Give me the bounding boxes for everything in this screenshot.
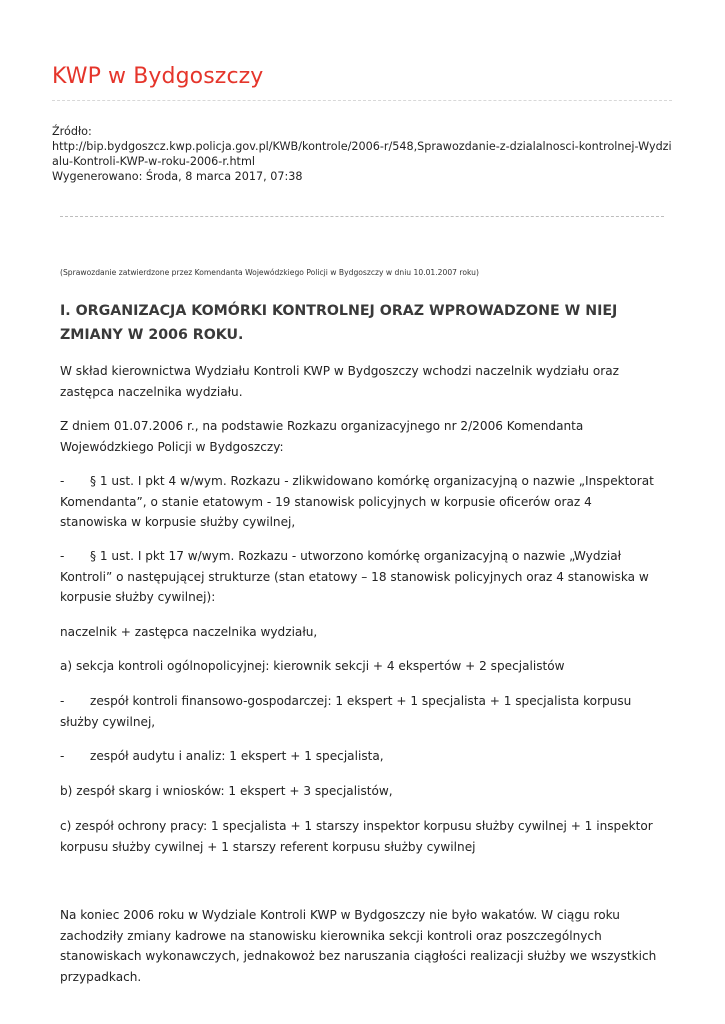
list-item-text: § 1 ust. I pkt 4 w/wym. Rozkazu - zlikwidowano komórkę organizacyjną o nazwie „Inspektorat Komendanta”, o stanie etatowym - 19 stanowisk policyjnych w korpusie oficerów oraz 4 stanowiska w korpusie służby cywilnej, bbox=[60, 474, 654, 529]
paragraph: Z dniem 01.07.2006 r., na podstawie Rozkazu organizacyjnego nr 2/2006 Komendanta Wojewódzkiego Policji w Bydgoszczy: bbox=[60, 419, 584, 454]
source-label: Źródło: bbox=[52, 125, 92, 138]
list-item bbox=[60, 546, 660, 608]
generated-date: Wygenerowano: Środa, 8 marca 2017, 07:38 bbox=[52, 170, 303, 183]
list-dash: - bbox=[60, 549, 65, 563]
paragraph: W skład kierownictwa Wydziału Kontroli KWP w Bydgoszczy wchodzi naczelnik wydziału oraz zastępca naczelnika wydziału. bbox=[60, 364, 619, 399]
list-item bbox=[60, 746, 660, 767]
list-dash: - bbox=[60, 474, 65, 488]
list-item-text: zespół kontroli finansowo-gospodarczej: 1 ekspert + 1 specjalista + 1 specjalista korpusu służby cywilnej, bbox=[60, 694, 632, 729]
paragraph: a) sekcja kontroli ogólnopolicyjnej: kierownik sekcji + 4 ekspertów + 2 specjalistów bbox=[60, 659, 565, 673]
paragraph: Na koniec 2006 roku w Wydziale Kontroli KWP w Bydgoszczy nie było wakatów. W ciągu roku zachodziły zmiany kadrowe na stanowisku kierownika sekcji kontroli oraz poszczególnych stanowiskach wykonawczych, jednakowoż bez naruszania ciągłości realizacji służby we wszystkich przypadkach. bbox=[60, 908, 657, 984]
paragraph: naczelnik + zastępca naczelnika wydziału, bbox=[60, 625, 318, 639]
paragraph: c) zespół ochrony pracy: 1 specjalista + 1 starszy inspektor korpusu służby cywilnej + 1 inspektor korpusu służby cywilnej + 1 starszy referent korpusu służby cywilnej bbox=[60, 819, 653, 854]
header-divider bbox=[52, 100, 672, 101]
list-item-text: § 1 ust. I pkt 17 w/wym. Rozkazu - utworzono komórkę organizacyjną o nazwie „Wydział Kontroli” o następującej strukturze (stan etatowy – 18 stanowisk policyjnych oraz 4 stanowiska w korpusie służby cywilnej): bbox=[60, 549, 649, 604]
source-block bbox=[52, 124, 676, 184]
approval-note: (Sprawozdanie zatwierdzone przez Komendanta Wojewódzkiego Policji w Bydgoszczy w dniu 10.01.2007 roku) bbox=[60, 268, 479, 277]
paragraph: b) zespół skarg i wniosków: 1 ekspert + 3 specjalistów, bbox=[60, 784, 393, 798]
list-dash: - bbox=[60, 694, 65, 708]
section-heading: I. ORGANIZACJA KOMÓRKI KONTROLNEJ ORAZ WPROWADZONE W NIEJ ZMIANY W 2006 ROKU. bbox=[60, 303, 618, 343]
section-divider bbox=[60, 216, 664, 217]
list-item bbox=[60, 471, 660, 533]
list-item bbox=[60, 691, 660, 732]
source-url[interactable]: http://bip.bydgoszcz.kwp.policja.gov.pl/KWB/kontrole/2006-r/548,Sprawozdanie-z-dzialalnosci-kontrolnej-Wydzialu-Kontroli-KWP-w-roku-2006-r.html bbox=[52, 140, 672, 168]
site-title: KWP w Bydgoszczy bbox=[52, 64, 264, 89]
list-item-text: zespół audytu i analiz: 1 ekspert + 1 specjalista, bbox=[90, 749, 384, 763]
list-dash: - bbox=[60, 749, 65, 763]
